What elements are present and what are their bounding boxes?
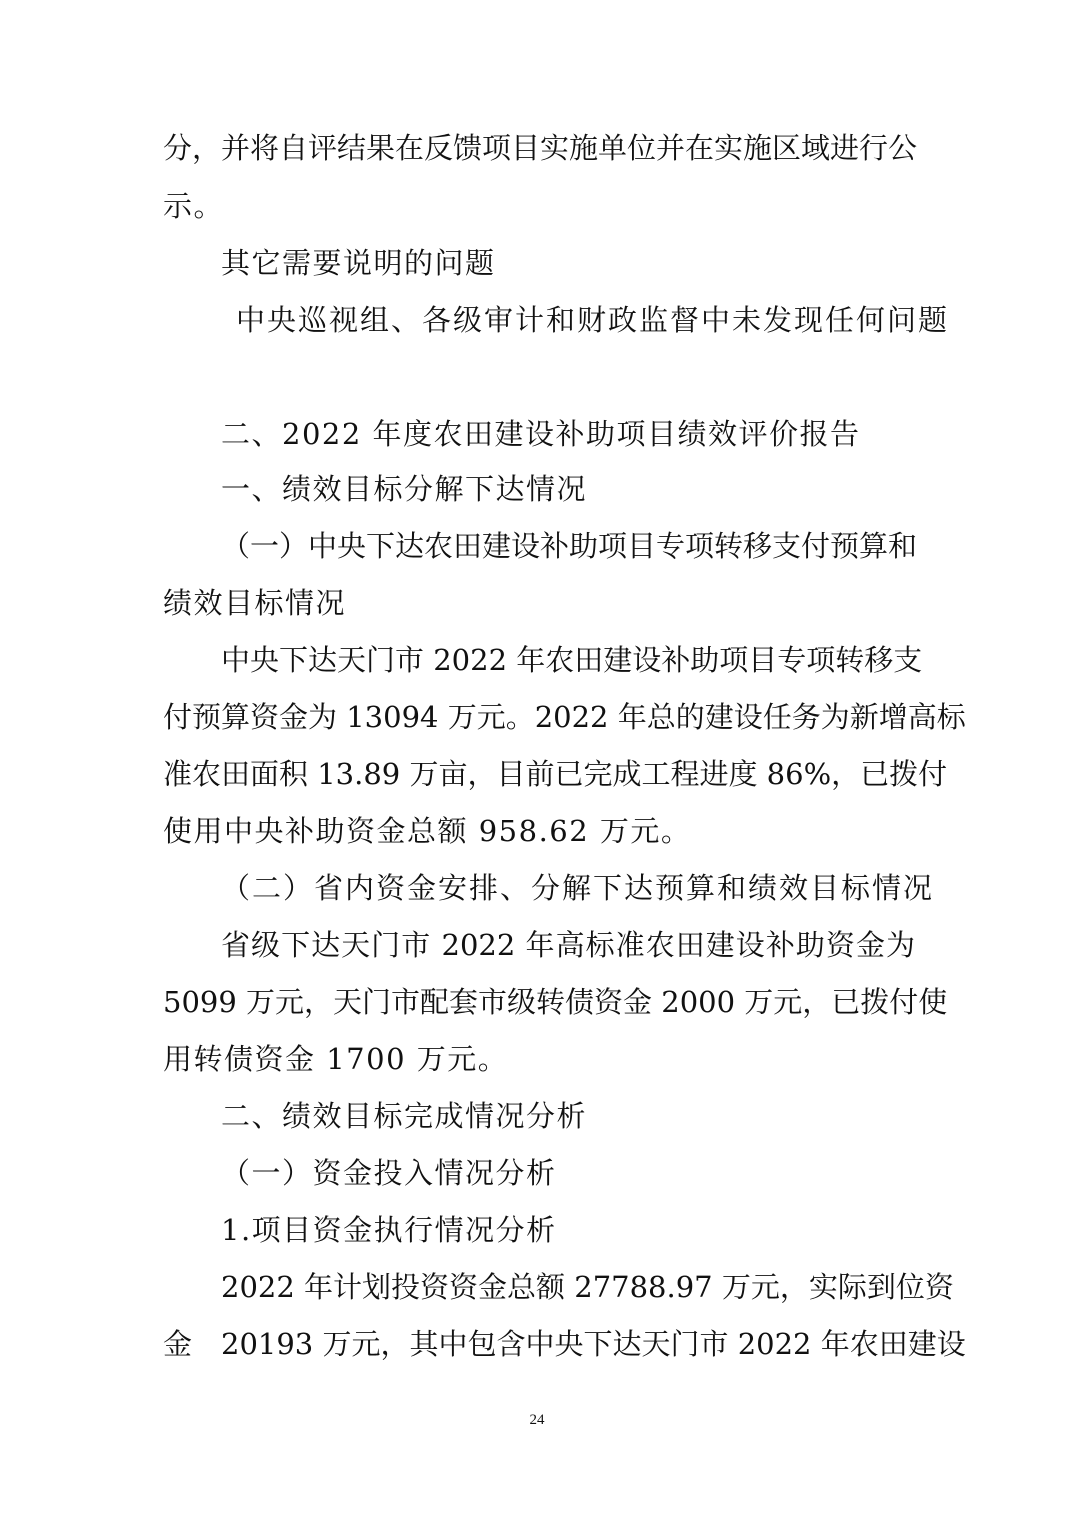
paragraph-line: 5099 万元，天门市配套市级转债资金 2000 万元，已拨付使 [163, 985, 948, 1019]
subsection-heading-cont: 绩效目标情况 [163, 586, 347, 620]
subsection-heading: （二）省内资金安排、分解下达预算和绩效目标情况 [221, 871, 935, 905]
paragraph-line: 用转债资金 1700 万元。 [163, 1042, 509, 1076]
paragraph-line: 付预算资金为 13094 万元。2022 年总的建设任务为新增高标 [163, 700, 966, 734]
paragraph-line: 使用中央补助资金总额 958.62 万元。 [163, 814, 692, 848]
section-heading: 其它需要说明的问题 [221, 246, 496, 280]
paragraph-line: 准农田面积 13.89 万亩，目前已完成工程进度 86%，已拨付 [163, 757, 948, 791]
subsection-heading: （一）资金投入情况分析 [221, 1156, 557, 1190]
report-heading: 二、2022 年度农田建设补助项目绩效评价报告 [221, 417, 861, 451]
paragraph-line: 中央下达天门市 2022 年农田建设补助项目专项转移支 [221, 643, 923, 677]
paragraph-line: 省级下达天门市 2022 年高标准农田建设补助资金为 [221, 928, 915, 962]
subsection-heading: （一）中央下达农田建设补助项目专项转移支付预算和 [221, 529, 918, 563]
page-number: 24 [529, 1412, 545, 1428]
paragraph-line: 金 20193 万元，其中包含中央下达天门市 2022 年农田建设 [163, 1327, 966, 1361]
item-heading: 1.项目资金执行情况分析 [221, 1213, 557, 1247]
paragraph-line: 示。 [163, 189, 225, 223]
section-heading: 二、绩效目标完成情况分析 [221, 1099, 588, 1133]
paragraph-line: 分，并将自评结果在反馈项目实施单位并在实施区域进行公 [163, 131, 918, 165]
paragraph-line: 2022 年计划投资资金总额 27788.97 万元，实际到位资 [221, 1270, 954, 1304]
section-heading: 一、绩效目标分解下达情况 [221, 472, 588, 506]
paragraph-line: 中央巡视组、各级审计和财政监督中未发现任何问题 [236, 303, 950, 337]
